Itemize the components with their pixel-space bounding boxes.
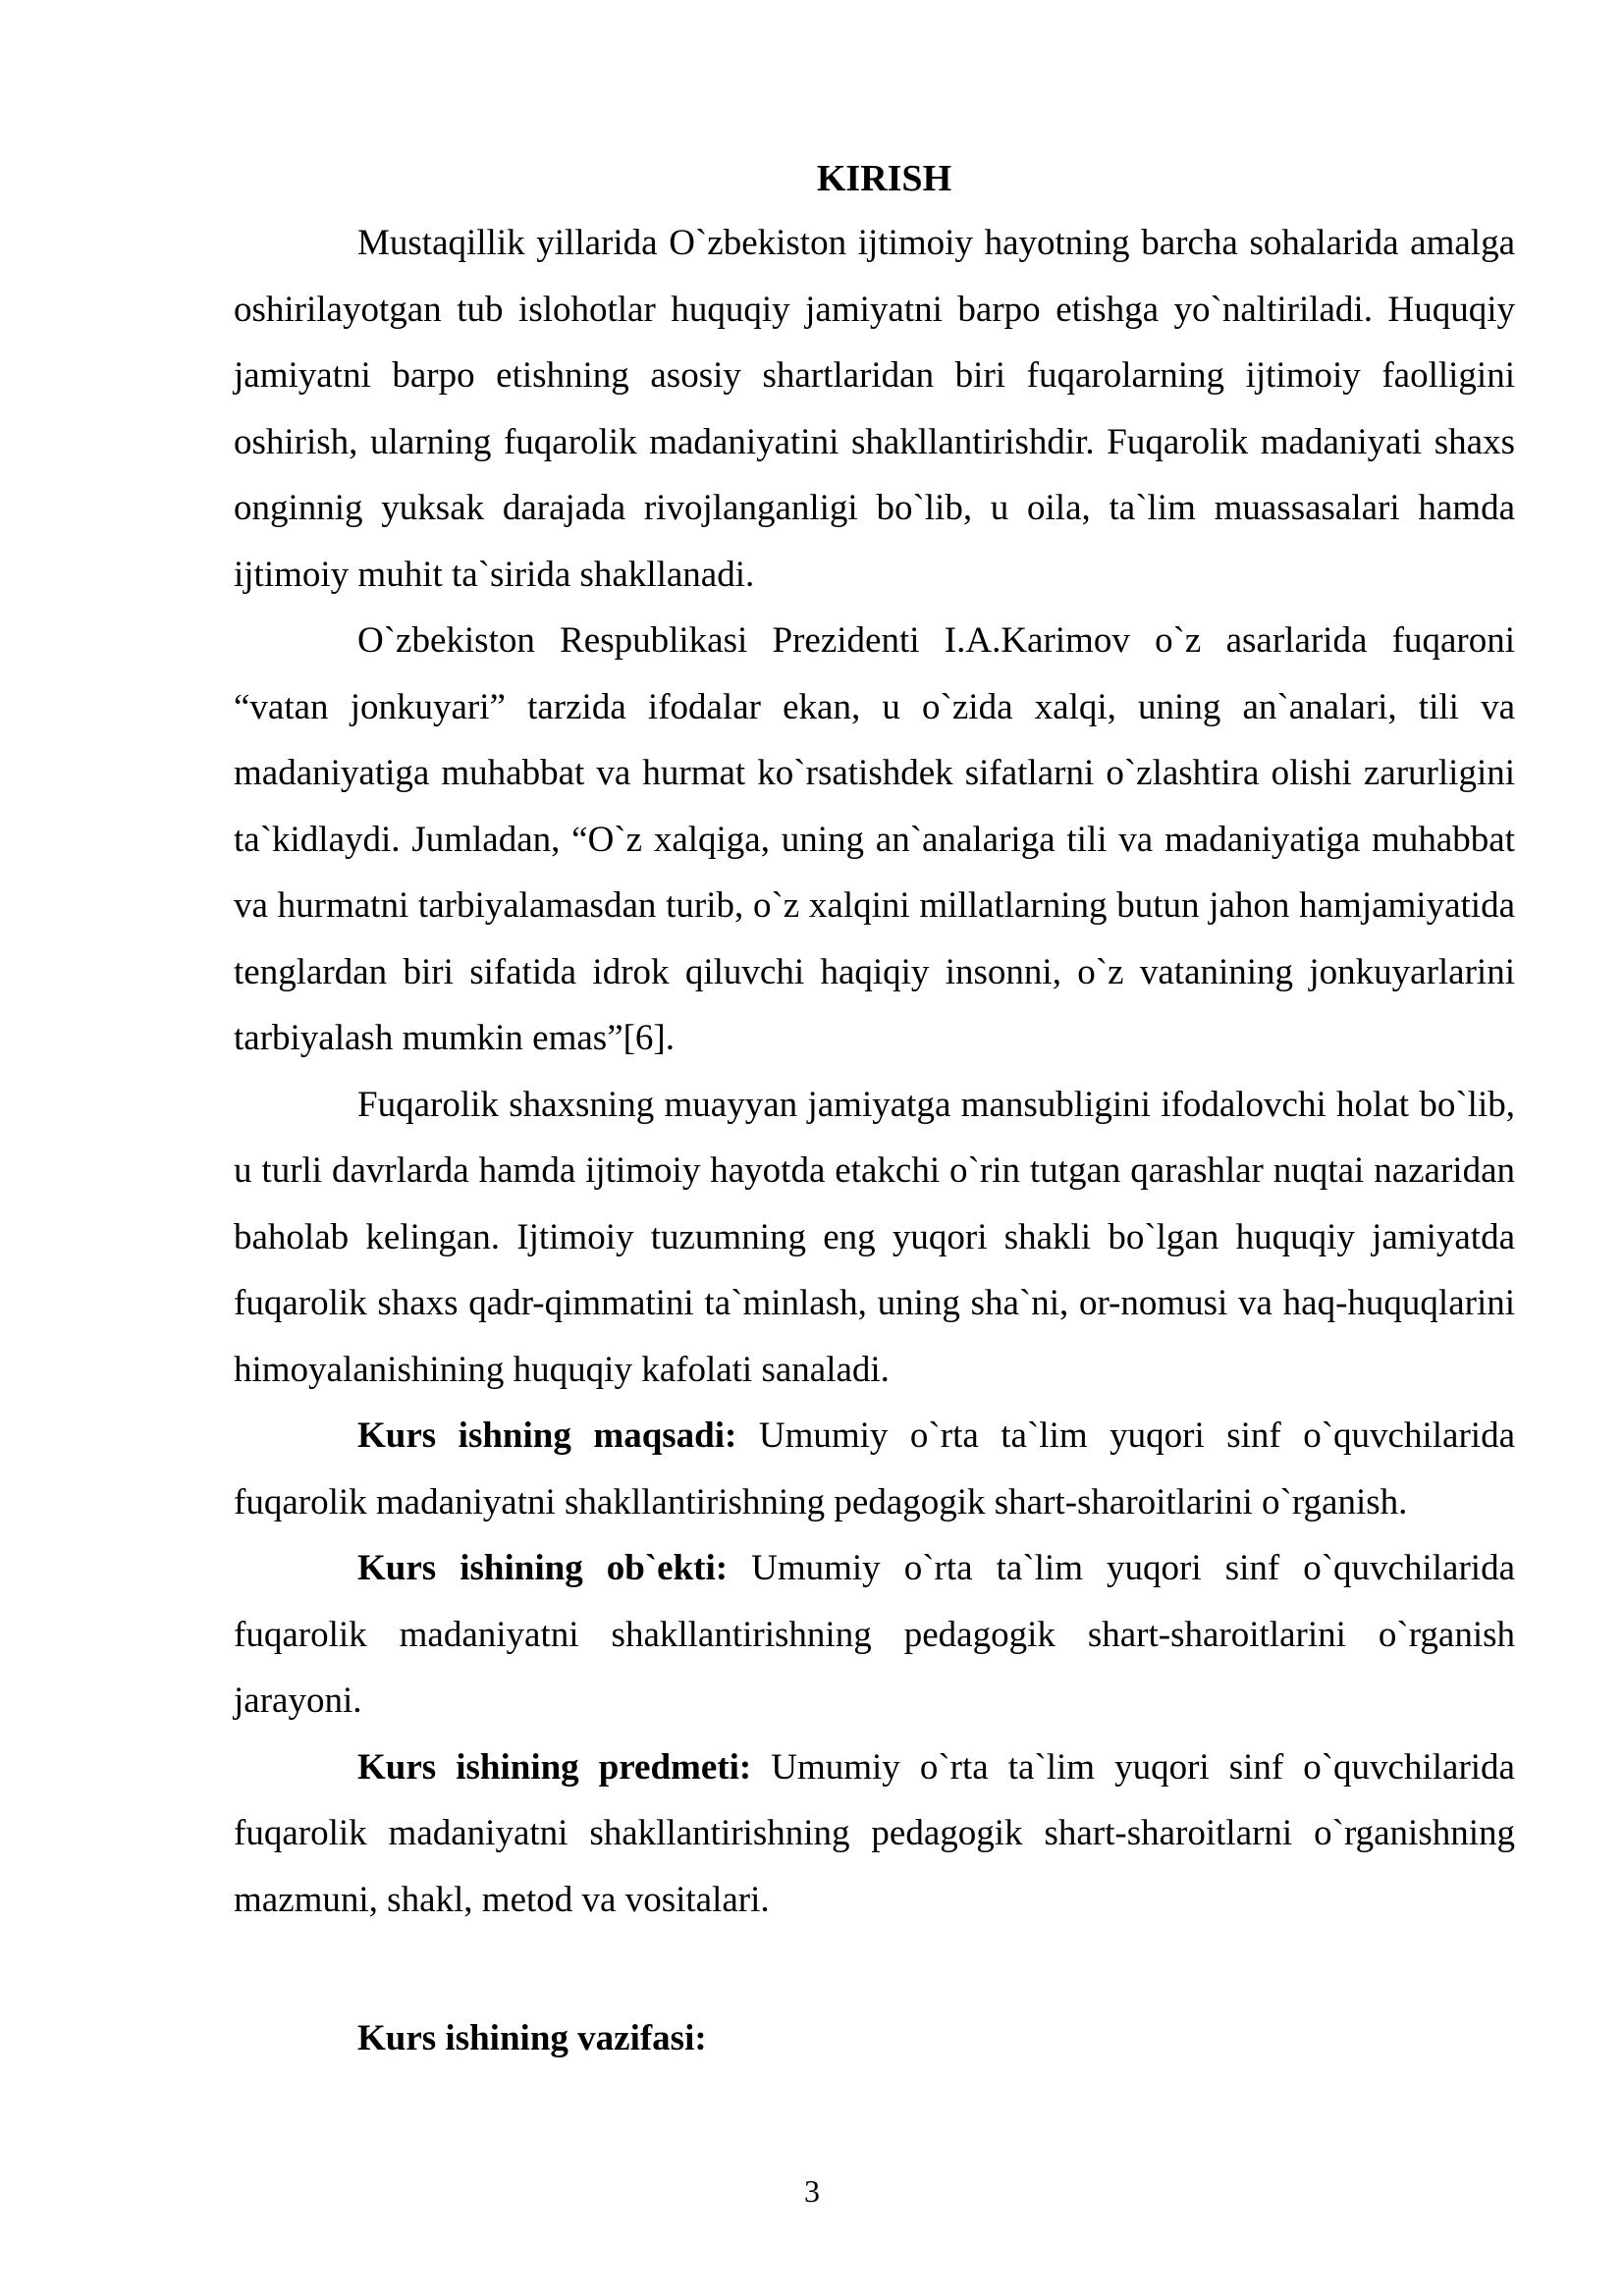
- section-title: KIRISH: [816, 158, 952, 199]
- paragraph-text: Umumiy o`rta ta`lim yuqori sinf o`quvchilarida fuqarolik madaniyatni shakllantirishning pedagogik shart-sharoitlarini o`rganish jarayoni.: [234, 1548, 1515, 1721]
- paragraph-lead: Kurs ishining ob`ekti:: [357, 1548, 729, 1588]
- paragraph-goal: [234, 1403, 1515, 1535]
- paragraph-text: Umumiy o`rta ta`lim yuqori sinf o`quvchilarida fuqarolik madaniyatni shakllantirishning pedagogik shart-sharoitlarni o`rganishning mazmuni, shakl, metod va vositalari.: [234, 1746, 1515, 1920]
- paragraph-tasks-heading: [234, 2005, 1515, 2072]
- paragraph-lead: Kurs ishning maqsadi:: [357, 1415, 737, 1456]
- document-page: [234, 147, 1515, 2072]
- paragraph-citizenship: [234, 1072, 1515, 1404]
- paragraph-text: O`zbekiston Respublikasi Prezidenti I.A.Karimov o`z asarlarida fuqaroni “vatan jonkuyari” tarzida ifodalar ekan, u o`zida xalqi, uning an`analari, tili va madaniyatiga muhabbat va hurmat ko`rsatishdek sifatlarni o`zlashtira olishi zarurligini ta`kidlaydi. Jumladan, “O`z xalqiga, uning an`analariga tili va madaniyatiga muhabbat va hurmatni tarbiyalamasdan turib, o`z xalqini millatlarning butun jahon hamjamiyatida tenglardan biri sifatida idrok qiluvchi haqiqiy insonni, o`z vatanining jonkuyarlarini tarbiyalash mumkin emas”[6].: [234, 620, 1515, 1058]
- paragraph-object: [234, 1535, 1515, 1735]
- vertical-spacer: [234, 1933, 1515, 2005]
- tasks-heading: Kurs ishining vazifasi:: [357, 2018, 707, 2058]
- paragraph-text: Umumiy o`rta ta`lim yuqori sinf o`quvchilarida fuqarolik madaniyatni shakllantirishning pedagogik shart-sharoitlarini o`rganish.: [234, 1415, 1515, 1522]
- paragraph-text: Fuqarolik shaxsning muayyan jamiyatga mansubligini ifodalovchi holat bo`lib, u turli davrlarda hamda ijtimoiy hayotda etakchi o`rin tutgan qarashlar nuqtai nazaridan baholab kelingan. Ijtimoiy tuzumning eng yuqori shakli bo`lgan huquqiy jamiyatda fuqarolik shaxs qadr-qimmatini ta`minlash, uning sha`ni, or-nomusi va haq-huquqlarini himoyalanishining huquqiy kafolati sanaladi.: [234, 1084, 1515, 1390]
- paragraph-president-quote: [234, 608, 1515, 1072]
- page-number: 3: [804, 2173, 820, 2209]
- paragraph-subject: [234, 1735, 1515, 1934]
- paragraph-text: Mustaqillik yillarida O`zbekiston ijtimoiy hayotning barcha sohalarida amalga oshirilayotgan tub islohotlar huquqiy jamiyatni barpo etishga yo`naltiriladi. Huquqiy jamiyatni barpo etishning asosiy shartlaridan biri fuqarolarning ijtimoiy faolligini oshirish, ularning fuqarolik madaniyatini shakllantirishdir. Fuqarolik madaniyati shaxs onginnig yuksak darajada rivojlanganligi bo`lib, u oila, ta`lim muassasalari hamda ijtimoiy muhit ta`sirida shakllanadi.: [234, 223, 1515, 595]
- paragraph-intro: [234, 210, 1515, 608]
- paragraph-lead: Kurs ishining predmeti:: [357, 1746, 752, 1788]
